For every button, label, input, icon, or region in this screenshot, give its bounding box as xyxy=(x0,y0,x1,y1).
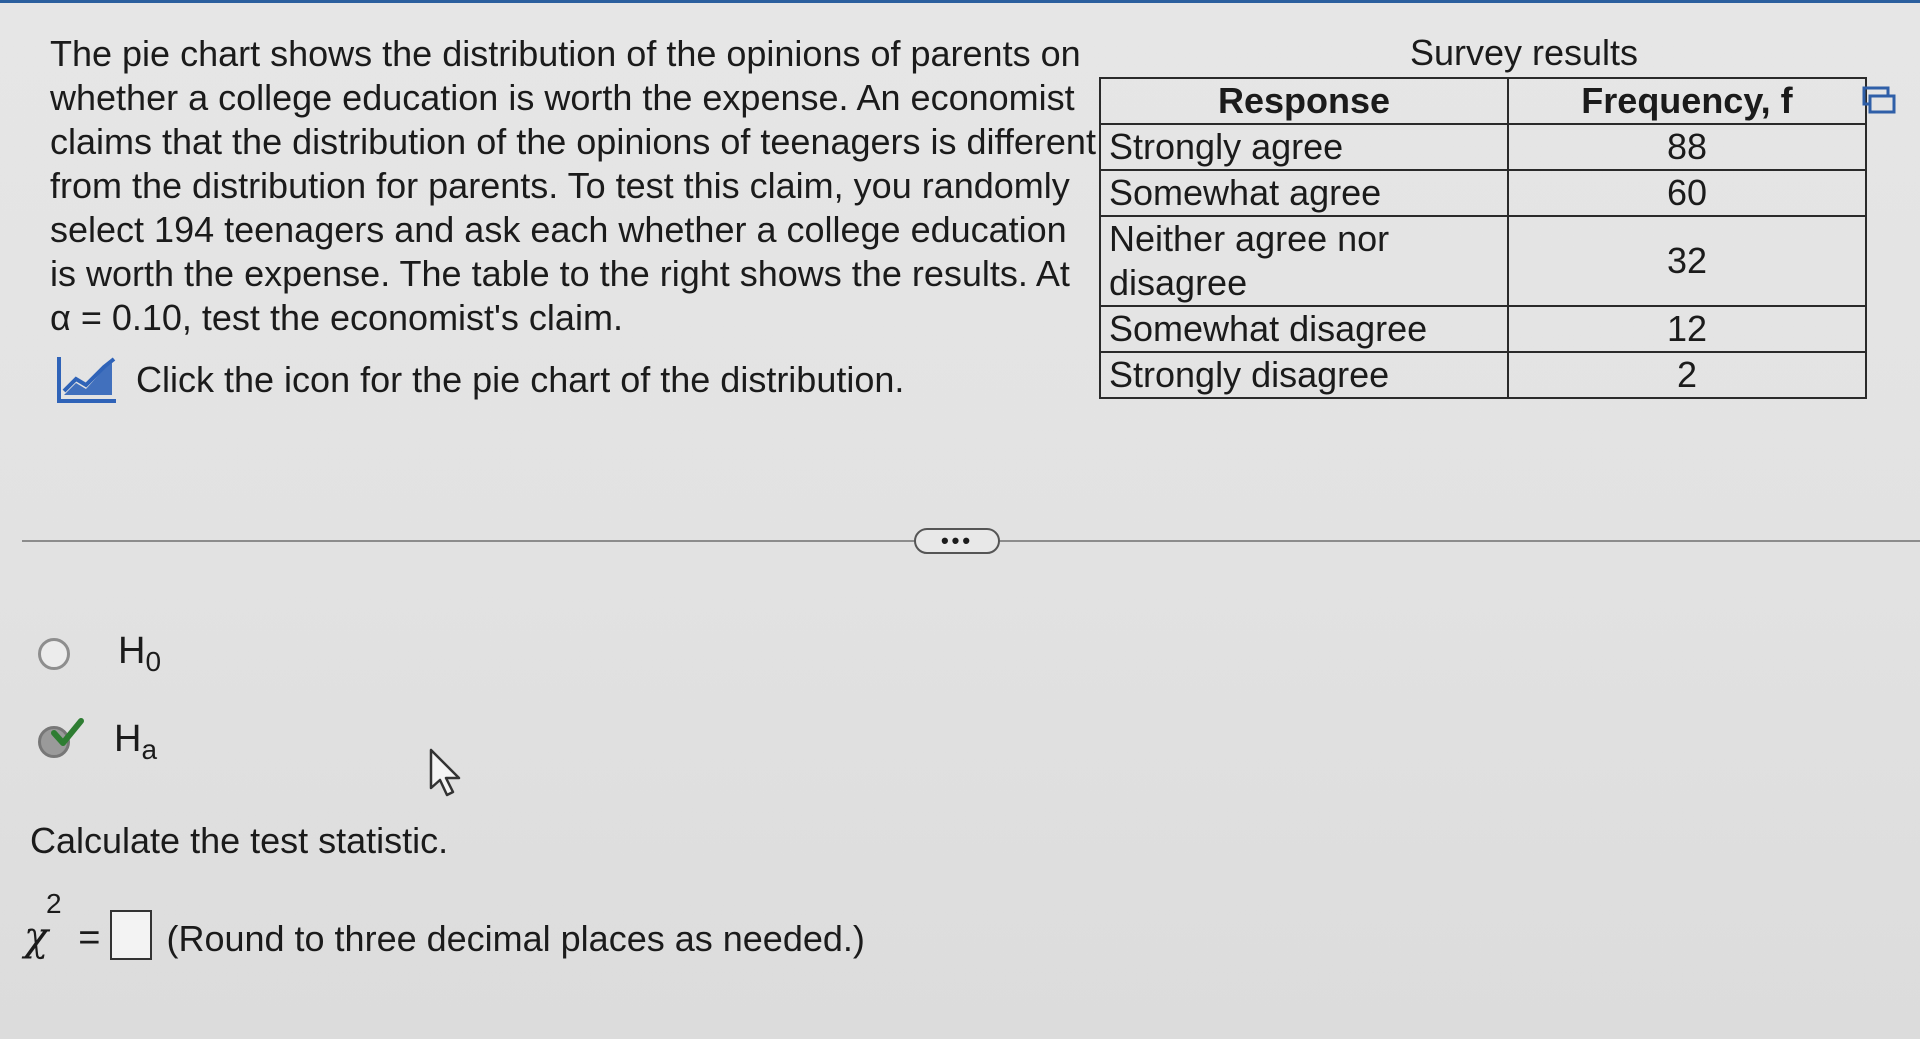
chart-link-label[interactable]: Click the icon for the pie chart of the distribution. xyxy=(136,359,905,400)
table-row xyxy=(1100,306,1866,352)
table-row xyxy=(1100,352,1866,398)
equals-sign: = xyxy=(78,917,101,959)
table-caption: Survey results xyxy=(1409,32,1639,73)
response-cell: Neither agree nor disagree xyxy=(1100,216,1508,306)
frequency-cell: 32 xyxy=(1508,216,1866,306)
chart-icon[interactable] xyxy=(56,355,118,405)
table-header-row xyxy=(1100,78,1866,124)
ha-subscript: a xyxy=(141,734,158,765)
radio-ha[interactable] xyxy=(38,726,70,758)
response-cell: Strongly agree xyxy=(1100,124,1508,170)
copy-icon[interactable] xyxy=(1862,86,1896,121)
pie-chart-link[interactable] xyxy=(56,355,904,405)
frequency-cell: 88 xyxy=(1508,124,1866,170)
check-icon xyxy=(51,717,85,751)
option-ha[interactable] xyxy=(38,718,157,766)
response-cell: Strongly disagree xyxy=(1100,352,1508,398)
answer-row xyxy=(24,888,865,960)
chi-square-symbol xyxy=(24,888,62,960)
survey-table xyxy=(1099,77,1867,399)
statistic-prompt: Calculate the test statistic. xyxy=(30,820,449,861)
ha-symbol: H xyxy=(114,718,142,760)
cursor-icon xyxy=(428,748,468,803)
radio-h0[interactable] xyxy=(38,638,70,670)
test-statistic-input[interactable] xyxy=(110,910,152,960)
chi-symbol: χ xyxy=(24,914,49,960)
frequency-cell: 60 xyxy=(1508,170,1866,216)
response-cell: Somewhat agree xyxy=(1100,170,1508,216)
column-header-frequency xyxy=(1508,78,1866,124)
option-label-ha[interactable] xyxy=(114,718,157,766)
h0-symbol: H xyxy=(118,630,146,672)
frequency-header-text: Frequency, f xyxy=(1581,80,1793,121)
frequency-cell: 12 xyxy=(1508,306,1866,352)
top-accent-bar xyxy=(0,0,1920,3)
rounding-hint: (Round to three decimal places as needed.) xyxy=(166,918,865,959)
table-row xyxy=(1100,170,1866,216)
table-row xyxy=(1100,124,1866,170)
chi-exponent: 2 xyxy=(46,888,62,919)
column-header-response: Response xyxy=(1100,78,1508,124)
response-cell: Somewhat disagree xyxy=(1100,306,1508,352)
h0-subscript: 0 xyxy=(145,646,162,677)
option-label-h0[interactable] xyxy=(118,630,161,678)
option-h0[interactable] xyxy=(38,630,161,678)
question-text: The pie chart shows the distribution of the opinions of parents on whether a college education is worth the expense. An economist claims that the distribution of the opinions of teenagers is different from the distribution for parents. To test this claim, you randomly select 194 teenagers and ask each whether a college education is worth the expense. The table to the right shows the results. At α = 0.10, test the economist's claim. xyxy=(50,33,1096,338)
expand-button[interactable]: ••• xyxy=(914,528,1000,554)
table-row xyxy=(1100,216,1866,306)
frequency-cell: 2 xyxy=(1508,352,1866,398)
